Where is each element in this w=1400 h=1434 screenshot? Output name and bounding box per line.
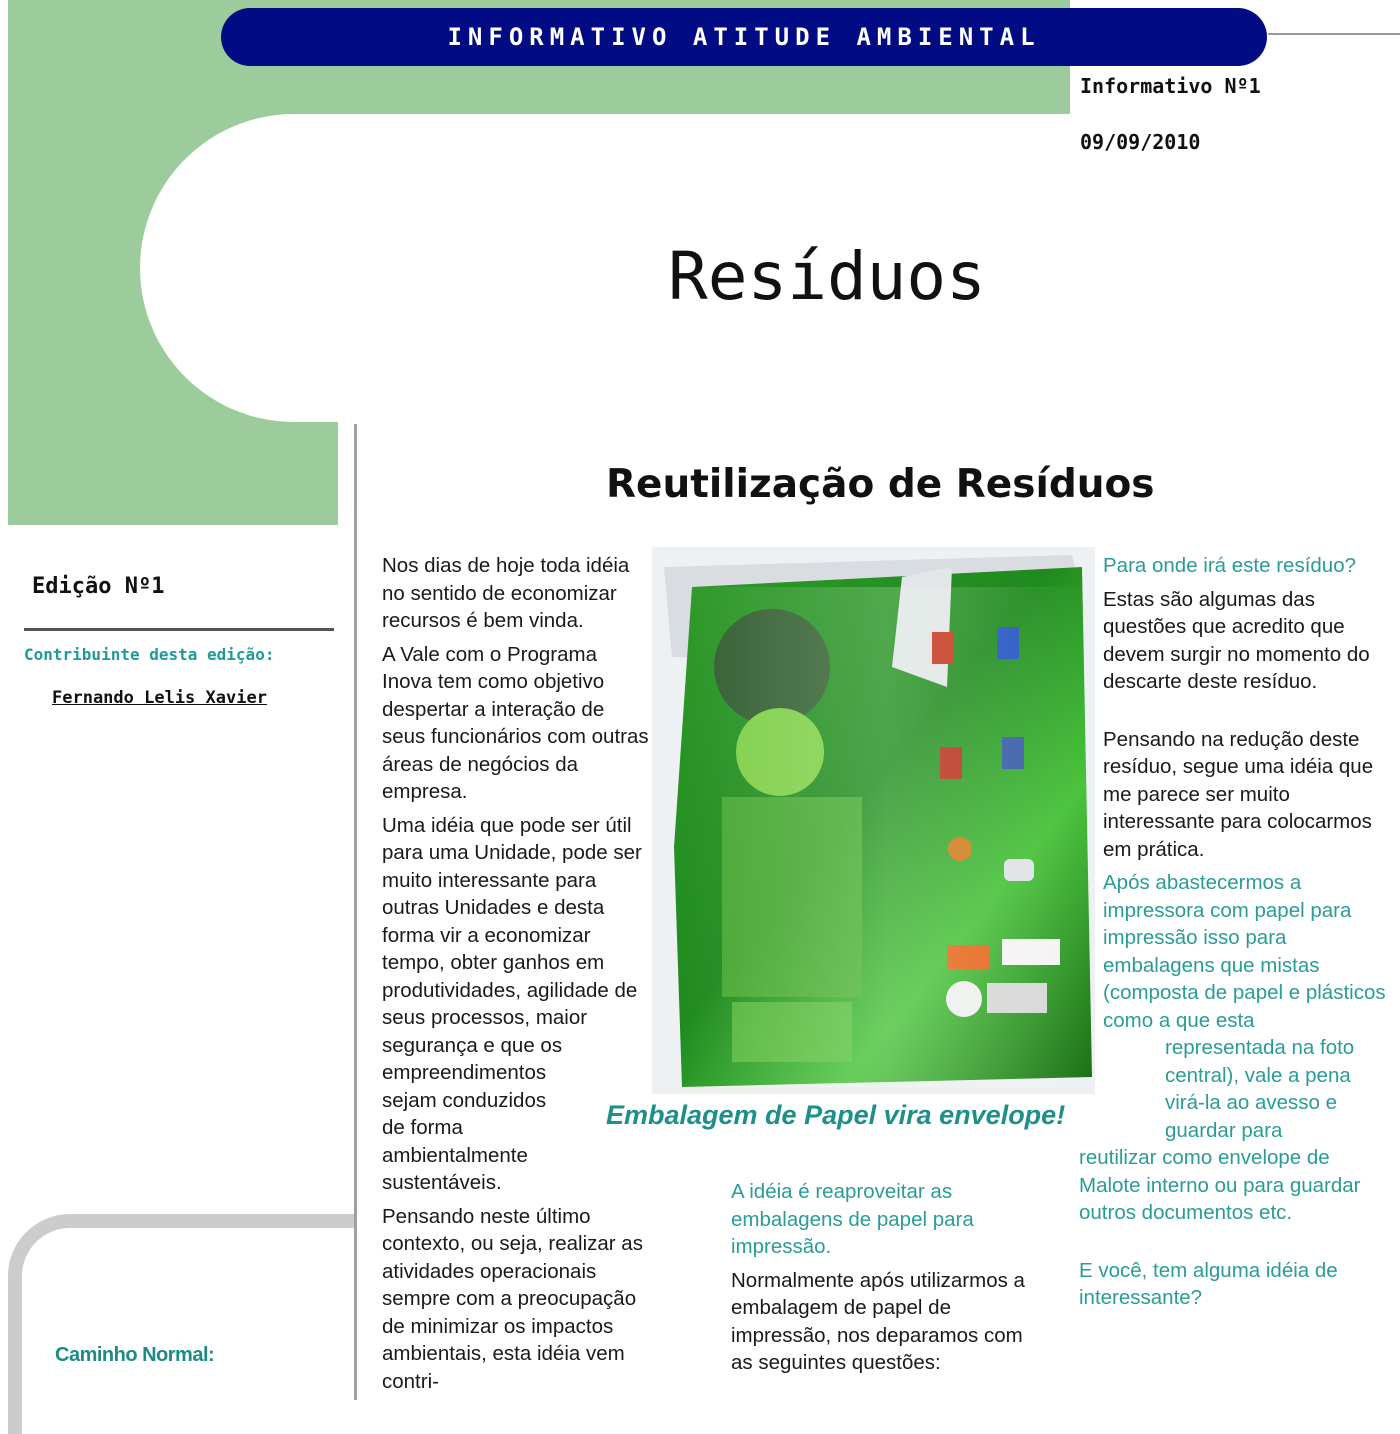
contributor-name[interactable]: Fernando Lelis Xavier (52, 688, 267, 708)
issue-number: Informativo Nº1 (1080, 74, 1261, 98)
article-paragraph: Pensando na redução deste resíduo, segue uma idéia que me parece ser muito interessante para colocarmos em prática. (1103, 727, 1374, 861)
article-column-left (382, 552, 652, 1401)
contributor-label: Contribuinte desta edição: (24, 645, 275, 664)
photo-caption: Embalagem de Papel vira envelope! (606, 1100, 1066, 1130)
article-question: E você, tem alguma idéia de interessante? (1079, 1258, 1338, 1309)
article-paragraph: Normalmente após utilizarmos a embalagem de papel de impressão, nos deparamos com as seguintes questões: (731, 1268, 1025, 1374)
article-paragraph: empreendimentos sejam conduzidos de forma ambientalmente sustentáveis. (382, 1061, 547, 1194)
article-paragraph: A Vale com o Programa Inova tem como objetivo despertar a interação de seus funcionários com outras áreas de negócios da empresa. (382, 642, 649, 803)
article-paragraph: Estas são algumas das questões que acredito que devem surgir no momento do descarte deste resíduo. (1103, 587, 1370, 693)
newsletter-banner: INFORMATIVO ATITUDE AMBIENTAL (221, 8, 1267, 66)
article-title: Reutilização de Resíduos (606, 462, 1155, 507)
sidebar-gray-frame (8, 1214, 354, 1434)
issue-date: 09/09/2010 (1080, 130, 1201, 154)
article-paragraph: reutilizar como envelope de Malote interno ou para guardar outros documentos etc. (1079, 1146, 1361, 1224)
article-paragraph: representada na foto central), vale a pena virá-la ao avesso e guardar para (1165, 1036, 1355, 1142)
article-question: Para onde irá este resíduo? (1103, 554, 1356, 577)
article-paragraph: Pensando neste último contexto, ou seja, realizar as atividades operacionais sempre com a preocupação de minimizar os impactos ambientais, esta idéia vem contri- (382, 1204, 643, 1393)
article-paragraph: Uma idéia que pode ser útil para uma Unidade, pode ser muito interessante para outras Unidades e desta forma vir a economizar tempo, obter ganhos em produtividades, agilidade de seus processos, maior segurança e que os (382, 813, 642, 1057)
page-title: Resíduos (668, 238, 986, 315)
paper-package-image (652, 547, 1095, 1094)
packaging-photo (652, 547, 1095, 1094)
path-label: Caminho Normal: (55, 1344, 215, 1366)
article-paragraph: Nos dias de hoje toda idéia no sentido de economizar recursos é bem vinda. (382, 554, 630, 632)
edition-divider (24, 628, 334, 631)
edition-label: Edição Nº1 (32, 574, 165, 599)
article-column-center (731, 1178, 1031, 1383)
article-column-right (1079, 552, 1393, 1318)
column-divider (354, 424, 357, 1400)
article-paragraph: Após abastecermos a impressora com papel para impressão isso para embalagens que mistas (composta de papel e plásticos como a que esta (1103, 871, 1386, 1032)
header-rule (1268, 33, 1400, 35)
article-paragraph: A idéia é reaproveitar as embalagens de papel para impressão. (731, 1180, 974, 1258)
